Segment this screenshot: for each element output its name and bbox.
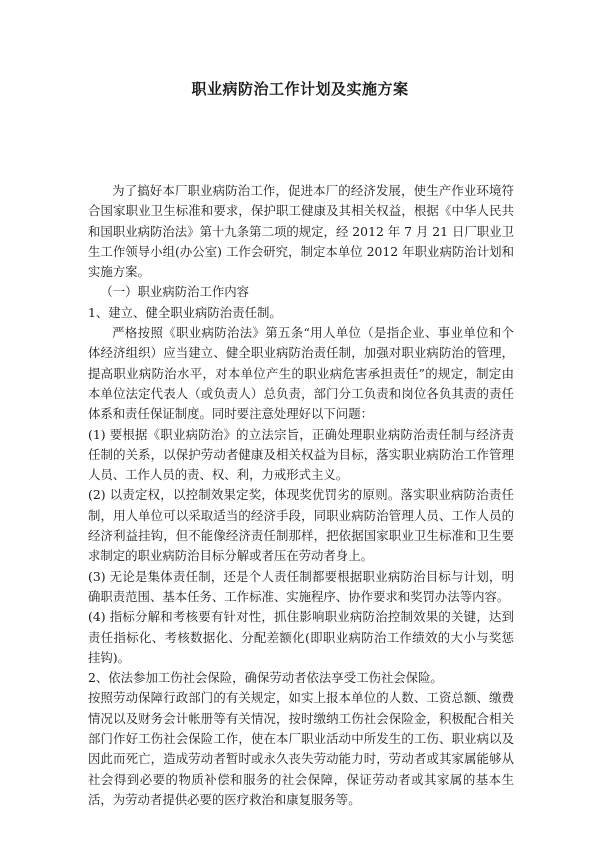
list-item-4: (4) 指标分解和考核要有针对性，抓住影响职业病防治控制效果的关键，达到责任指标化、考核数据化、分配差额化(即职业病防治工作绩效的大小与奖惩挂钩)。 [88,609,514,665]
intro-paragraph: 为了搞好本厂职业病防治工作，促进本厂的经济发展，使生产作业环境符合国家职业卫生标准和要求，保护职工健康及其相关权益，根据《中华人民共和国职业病防治法》第十九条第二项的规定，经 2012 年 7 月 21 日厂职业卫生工作领导小组(办公室) 工作会研究，制定本单位 2012 年职业病防治计划和实施方案。 [88,183,514,280]
section-heading: （一）职业病防治工作内容 [100,284,250,300]
body-paragraph: 按照劳动保障行政部门的有关规定，如实上报本单位的人数、工资总额、缴费情况以及财务会计帐册等有关情况，按时缴纳工伤社会保险金，积极配合相关部门作好工伤社会保险工作，使在本厂职业活动中所发生的工伤、职业病以及因此而死亡，造成劳动者暂时或永久丧失劳动能力时，劳动者或其家属能够从社会得到必要的物质补偿和服务的社会保障，保证劳动者或其家属的基本生活，为劳动者提供必要的医疗救治和康复服务等。 [88,690,514,807]
list-item-2: (2) 以责定权，以控制效果定奖，体现奖优罚劣的原则。落实职业病防治责任制，用人单位可以采取适当的经济手段，同职业病防治管理人员、工作人员的经济利益挂钩，但不能像经济责任制那样，把依据国家职业卫生标准和卫生要求制定的职业病防治目标分解或者压在劳动者身上。 [88,487,514,564]
list-item-1: (1) 要根据《职业病防治》的立法宗旨，正确处理职业病防治责任制与经济责任制的关系，以保护劳动者健康及相关权益为目标，落实职业病防治工作管理人员、工作人员的责、权、利，力戒形式主义。 [88,426,514,483]
item-heading-2: 2、依法参加工伤社会保险，确保劳动者依法享受工伤社会保险。 [88,670,443,686]
item-heading-1: 1、建立、健全职业病防治责任制。 [88,304,282,320]
list-item-3: (3) 无论是集体责任制，还是个人责任制都要根据职业病防治目标与计划，明确职责范围、基本任务、工作标准、实施程序、协作要求和奖罚办法等内容。 [88,568,514,604]
document-body [88,181,514,810]
body-paragraph: 严格按照《职业病防治法》第五条“用人单位（是指企业、事业单位和个体经济组织）应当建立、健全职业病防治责任制，加强对职业病防治的管理，提高职业病防治水平，对本单位产生的职业病危害承担责任”的规定，制定由本单位法定代表人（或负责人）总负责，部门分工负责和岗位各负其责的责任体系和责任保证制度。同时要注意处理好以下问题： [88,325,514,422]
document-title: 职业病防治工作计划及实施方案 [191,80,409,98]
